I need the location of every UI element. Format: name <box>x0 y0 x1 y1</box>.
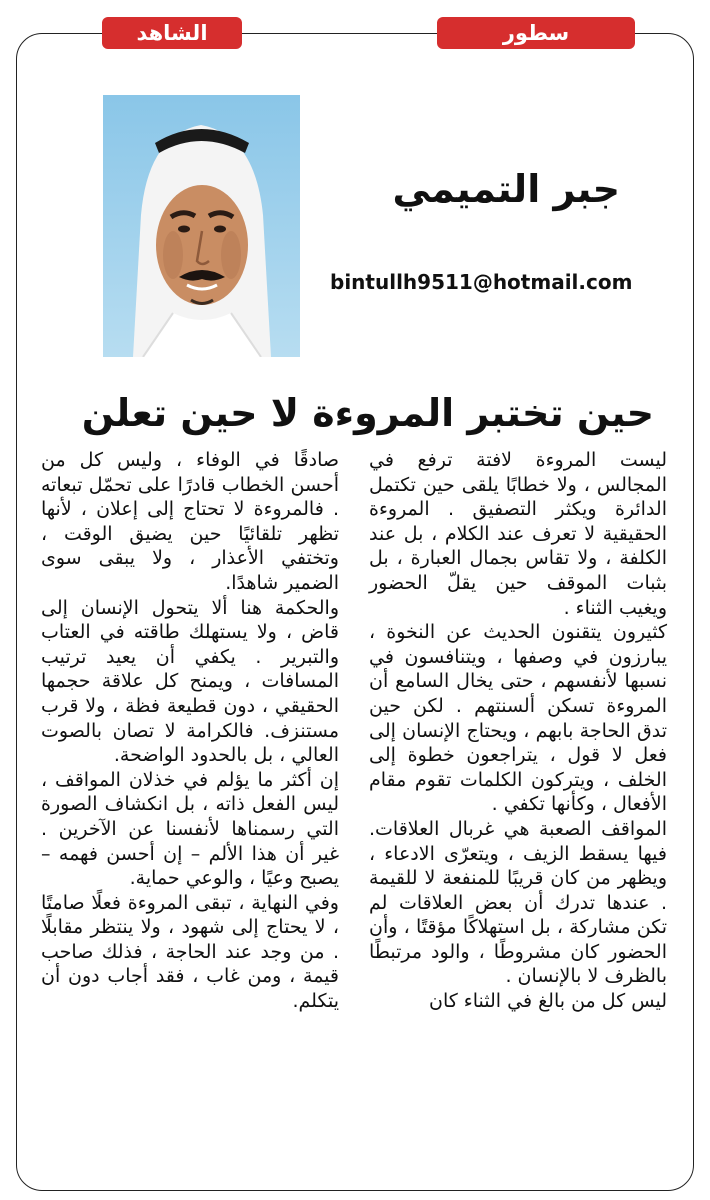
author-photo <box>103 95 300 357</box>
paragraph: والحكمة هنا ألا يتحول الإنسان إلى قاض ، ولا يستهلك طاقته في العتاب والتبرير . يكفي أن يعيد ترتيب المسافات ، ويمنح كل علاقة حجمها الحقيقي ، دون قطيعة فظة ، ولا قرب مستنزف. فالكرامة لا تصان بالصوت العالي ، بل بالحدود الواضحة. <box>41 596 339 767</box>
paragraph: المواقف الصعبة هي غربال العلاقات. فيها يسقط الزيف ، ويتعرّى الادعاء ، ويظهر من كان قريبًا للمنفعة لا للقيمة . عندها تدرك أن بعض العلاقات لم تكن مشاركة ، بل استهلاكًا مؤقتًا ، وأن الحضور كان مشروطًا ، والود مرتبطًا بالظرف لا بالإنسان . <box>369 817 667 988</box>
newspaper-tag: الشاهد <box>102 17 242 49</box>
paragraph: وفي النهاية ، تبقى المروءة فعلًا صامتًا ، لا يحتاج إلى شهود ، ولا ينتظر مقابلًا . من وجد عند الحاجة ، فذلك صاحب قيمة ، ومن غاب ، فقد أجاب دون أن يتكلم. <box>41 891 339 1013</box>
paragraph: كثيرون يتقنون الحديث عن النخوة ، يبارزون في وصفها ، ويتنافسون في نسبها لأنفسهم ، حتى يخال السامع أن المروءة تسكن ألسنتهم . لكن حين تدق الحاجة بابهم ، ويحتاج الإنسان إلى فعل لا قول ، يتراجعون خطوة إلى الخلف ، ويتركون الكلمات تقوم مقام الأفعال ، وكأنها تكفي . <box>369 621 667 816</box>
author-name: جبر التميمي <box>392 167 620 211</box>
paragraph: صادقًا في الوفاء ، وليس كل من أحسن الخطاب قادرًا على تحمّل تبعاته . فالمروءة لا تحتاج إلى إعلان ، لأنها تظهر تلقائيًا حين يضيق الوقت ، وتختفي الأعذار ، ولا يبقى سوى الضمير شاهدًا. <box>41 449 339 594</box>
article-column-right <box>369 448 667 1014</box>
author-portrait-image <box>103 95 300 357</box>
paragraph: ليس كل من بالغ في الثناء كان <box>428 990 667 1013</box>
article-title: حين تختبر المروءة لا حين تعلن <box>81 391 654 435</box>
paragraph: ليست المروءة لافتة ترفع في المجالس ، ولا خطابًا يلقى حين تكتمل الدائرة ويكثر التصفيق . المروءة الحقيقية لا تعرف عند الكلام ، بل عند الكلفة ، ولا تقاس بجمال العبارة ، بل بثبات الموقف حين يقلّ الحضور ويغيب الثناء . <box>369 449 667 619</box>
article-column-left <box>41 448 339 1014</box>
paragraph: إن أكثر ما يؤلم في خذلان المواقف ، ليس الفعل ذاته ، بل انكشاف الصورة التي رسمناها لأنفسنا عن الآخرين . غير أن هذا الألم – إن أحسن فهمه – يصبح وعيًا ، والوعي حماية. <box>41 768 339 890</box>
author-email: bintullh9511@hotmail.com <box>330 270 633 294</box>
section-tag: سطور <box>437 17 635 49</box>
